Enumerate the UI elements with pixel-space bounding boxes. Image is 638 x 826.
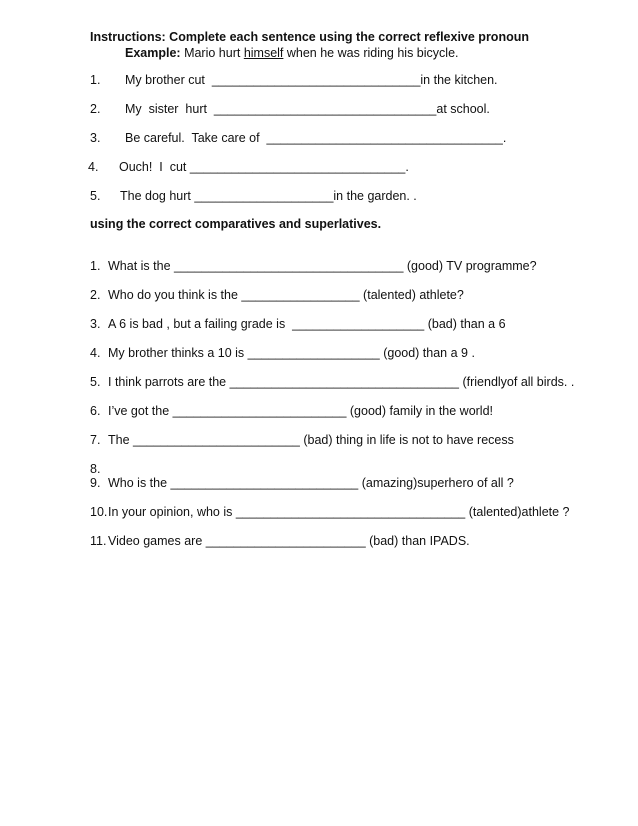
item-text: My brother thinks a 10 is ___________________ (good) than a 9 . [108, 346, 475, 360]
item-text: Video games are _______________________ (bad) than IPADS. [108, 534, 470, 548]
item-text: The dog hurt ____________________in the garden. . [120, 189, 417, 203]
example-before: Mario hurt [180, 46, 244, 60]
item-number: 2. [90, 102, 101, 116]
item-number: 5. [90, 189, 101, 203]
item-text: The ________________________ (bad) thing in life is not to have recess [108, 433, 514, 447]
item-text: Who is the ___________________________ (amazing)superhero of all ? [108, 476, 514, 490]
item-text: Who do you think is the _________________ (talented) athlete? [108, 288, 464, 302]
item-text: My sister hurt ________________________________at school. [125, 102, 490, 116]
item-text: Be careful. Take care of __________________________________. [125, 131, 507, 145]
section2-heading: using the correct comparatives and superlatives. [90, 217, 382, 231]
item-number: 11. [90, 534, 107, 548]
item-number: 1. [90, 259, 101, 273]
item-number: 9. [90, 476, 101, 490]
item-text: A 6 is bad , but a failing grade is ___________________ (bad) than a 6 [108, 317, 506, 331]
example-after: when he was riding his bicycle. [283, 46, 459, 60]
item-text: My brother cut ______________________________in the kitchen. [125, 73, 498, 87]
example-word: himself [243, 46, 284, 60]
item-number: 2. [90, 288, 101, 302]
item-number: 4. [88, 160, 99, 174]
item-text: I think parrots are the _________________________________ (friendlyof all birds. . [108, 375, 575, 389]
item-number: 5. [90, 375, 101, 389]
item-text: In your opinion, who is _________________________________ (talented)athlete ? [108, 505, 570, 519]
example-label: Example: [125, 46, 181, 60]
item-text: Ouch! I cut _______________________________. [119, 160, 409, 174]
item-number: 7. [90, 433, 101, 447]
item-number: 3. [90, 317, 101, 331]
item-number: 6. [90, 404, 101, 418]
item-number: 10. [90, 505, 108, 519]
item-number: 1. [90, 73, 101, 87]
example-line [125, 46, 459, 61]
item-text: What is the _________________________________ (good) TV programme? [108, 259, 537, 273]
item-text: I’ve got the _________________________ (good) family in the world! [108, 404, 494, 418]
item-number: 3. [90, 131, 101, 145]
item-number: 4. [90, 346, 101, 360]
item-number: 8. [90, 462, 101, 476]
instructions-heading: Instructions: Complete each sentence using the correct reflexive pronoun [90, 30, 529, 44]
